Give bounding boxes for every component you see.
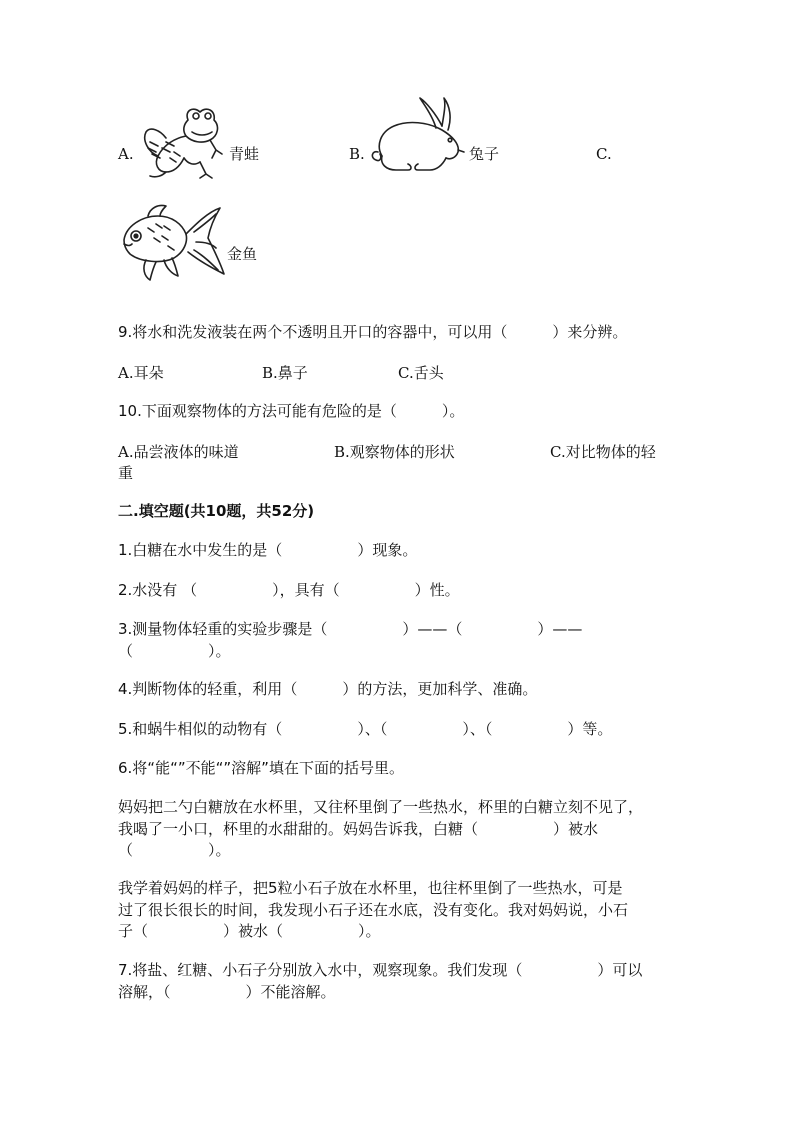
question-10-option-b: B.观察物体的形状 (334, 443, 455, 461)
question-10-stem: 10.下面观察物体的方法可能有危险的是（ ）。 (118, 402, 465, 420)
fill-question-5: 5.和蜗牛相似的动物有（ ）、（ ）、（ ）等。 (118, 720, 613, 738)
fill-question-3-line1: 3.测量物体轻重的实验步骤是（ ）——（ ）—— (118, 620, 583, 638)
rabbit-image (366, 96, 466, 178)
option-c-letter: C. (596, 145, 612, 163)
fill-question-4: 4.判断物体的轻重，利用（ ）的方法，更加科学、准确。 (118, 680, 538, 698)
fill-question-7-line1: 7.将盐、红糖、小石子分别放入水中，观察现象。我们发现（ ）可以 (118, 961, 643, 979)
fill-question-6-paragraph1-line2: 我喝了一小口，杯里的水甜甜的。妈妈告诉我，白糖（ ）被水 (118, 820, 599, 838)
question-10-option-c: C.对比物体的轻 (550, 443, 656, 461)
question-10-option-c-wrap: 重 (118, 464, 134, 482)
question-10-option-a: A.品尝液体的味道 (118, 443, 239, 461)
fill-question-6-paragraph2-line1: 我学着妈妈的样子，把5粒小石子放在水杯里，也往杯里倒了一些热水，可是 (118, 879, 623, 897)
question-9-stem: 9.将水和洗发液装在两个不透明且开口的容器中，可以用（ ）来分辨。 (118, 323, 628, 341)
section-2-title: 二.填空题(共10题，共52分) (118, 502, 315, 520)
option-b-letter: B. (349, 145, 365, 163)
fill-question-6-paragraph2-line3: 子（ ）被水（ ）。 (118, 922, 381, 940)
fill-question-3-line2: （ ）。 (118, 642, 231, 660)
fill-question-6-paragraph2-line2: 过了很长很长的时间，我发现小石子还在水底，没有变化。我对妈妈说，小石 (118, 901, 629, 919)
fill-question-1: 1.白糖在水中发生的是（ ）现象。 (118, 541, 418, 559)
option-a-label: 青蛙 (229, 145, 260, 163)
option-a-letter: A. (118, 145, 134, 163)
fill-question-6: 6.将“能“”不能“”溶解”填在下面的括号里。 (118, 759, 404, 777)
option-c-label: 金鱼 (227, 245, 258, 263)
frog-image (136, 102, 226, 182)
question-9-option-a: A.耳朵 (118, 364, 164, 382)
fill-question-2: 2.水没有 （ ），具有（ ）性。 (118, 581, 460, 599)
fill-question-6-paragraph1-line1: 妈妈把二勺白糖放在水杯里，又往杯里倒了一些热水，杯里的白糖立刻不见了， (118, 798, 644, 816)
option-b-label: 兔子 (469, 145, 500, 163)
goldfish-image (118, 202, 226, 282)
fill-question-6-paragraph1-line3: （ ）。 (118, 841, 231, 859)
fill-question-7-line2: 溶解，（ ）不能溶解。 (118, 983, 336, 1001)
question-9-option-b: B.鼻子 (262, 364, 308, 382)
question-9-option-c: C.舌头 (398, 364, 444, 382)
